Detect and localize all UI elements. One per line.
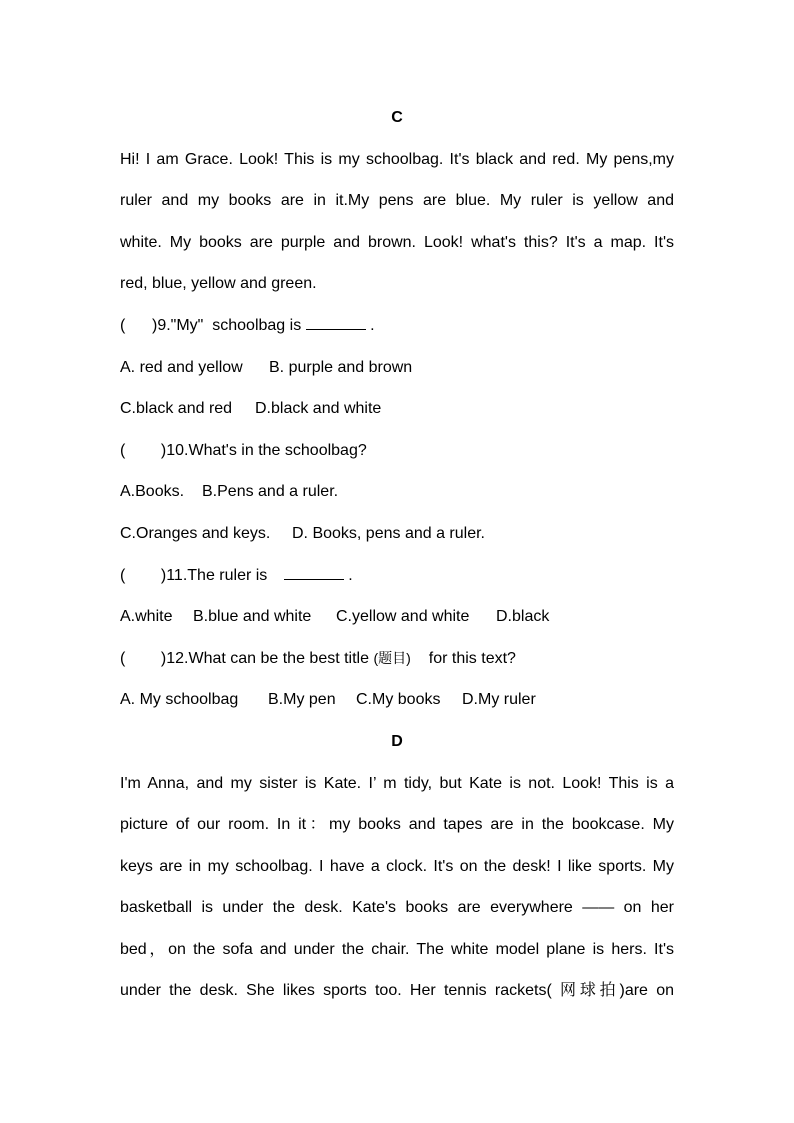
question-11-options xyxy=(120,596,674,638)
option-b: B.My pen xyxy=(268,691,336,709)
passage-c-line: red, blue, yellow and green. xyxy=(120,275,317,293)
answer-paren[interactable]: ( ) xyxy=(120,649,167,667)
passage-d-line: picture of our room. In it：my books and tapes are in the bookcase. My xyxy=(120,816,674,834)
option-c: C.yellow and white xyxy=(336,608,470,626)
option-d: D.black and white xyxy=(255,400,382,418)
passage-c-line: ruler and my books are in it.My pens are blue. My ruler is yellow and xyxy=(120,192,674,210)
question-stem: 9."My" schoolbag is xyxy=(157,316,306,334)
option-c: C.My books xyxy=(356,691,441,709)
question-stem: 10.What's in the schoolbag? xyxy=(166,441,367,459)
answer-blank[interactable] xyxy=(306,315,366,330)
question-stem: 11.The ruler is xyxy=(166,566,272,584)
question-stem-end: . xyxy=(365,316,375,334)
document-content xyxy=(120,97,674,1012)
question-stem-cn: (题目) xyxy=(373,649,411,666)
answer-blank[interactable] xyxy=(284,565,344,580)
question-stem-end: . xyxy=(343,566,353,584)
question-9 xyxy=(120,305,674,347)
option-a: A. My schoolbag xyxy=(120,691,239,709)
passage-d-line: bed，on the sofa and under the chair. The white model plane is hers. It's xyxy=(120,940,674,958)
answer-paren[interactable]: ( ) xyxy=(120,441,167,459)
question-9-options xyxy=(120,388,674,430)
passage-d-line: basketball is under the desk. Kate's books are everywhere —— on her xyxy=(120,899,674,917)
option-b: B.Pens and a ruler. xyxy=(202,483,339,501)
passage-c-line: white. My books are purple and brown. Look! what's this? It's a map. It's xyxy=(120,233,674,251)
question-10 xyxy=(120,430,674,472)
option-a: A.white xyxy=(120,608,173,626)
option-c: C.black and red xyxy=(120,400,233,418)
question-11 xyxy=(120,555,674,597)
question-10-options xyxy=(120,471,674,513)
passage-d-line: I'm Anna, and my sister is Kate. I’ m tidy, but Kate is not. Look! This is a xyxy=(120,774,674,792)
answer-paren[interactable]: ( ) xyxy=(120,316,158,334)
option-a: A.Books. xyxy=(120,483,185,501)
option-b: B. purple and brown xyxy=(269,358,413,376)
option-d: D.black xyxy=(496,608,550,626)
option-b: B.blue and white xyxy=(193,608,312,626)
question-stem: 12.What can be the best title xyxy=(166,649,374,667)
section-d-heading: D xyxy=(391,732,403,750)
passage-c-line: Hi! I am Grace. Look! This is my schoolbag. It's black and red. My pens,my xyxy=(120,150,674,168)
answer-paren[interactable]: ( ) xyxy=(120,566,167,584)
question-12-options xyxy=(120,679,674,721)
question-9-options xyxy=(120,347,674,389)
question-12 xyxy=(120,638,674,680)
passage-d-line: keys are in my schoolbag. I have a clock. It's on the desk! I like sports. My xyxy=(120,857,674,875)
option-d: D.My ruler xyxy=(462,691,536,709)
option-a: A. red and yellow xyxy=(120,358,243,376)
option-d: D. Books, pens and a ruler. xyxy=(292,524,485,542)
question-stem-end: for this text? xyxy=(428,649,516,667)
option-c: C.Oranges and keys. xyxy=(120,524,271,542)
section-c-heading: C xyxy=(391,109,403,126)
passage-d-line: under the desk. She likes sports too. Her tennis rackets( 网球拍)are on xyxy=(120,982,674,1000)
question-10-options xyxy=(120,513,674,555)
